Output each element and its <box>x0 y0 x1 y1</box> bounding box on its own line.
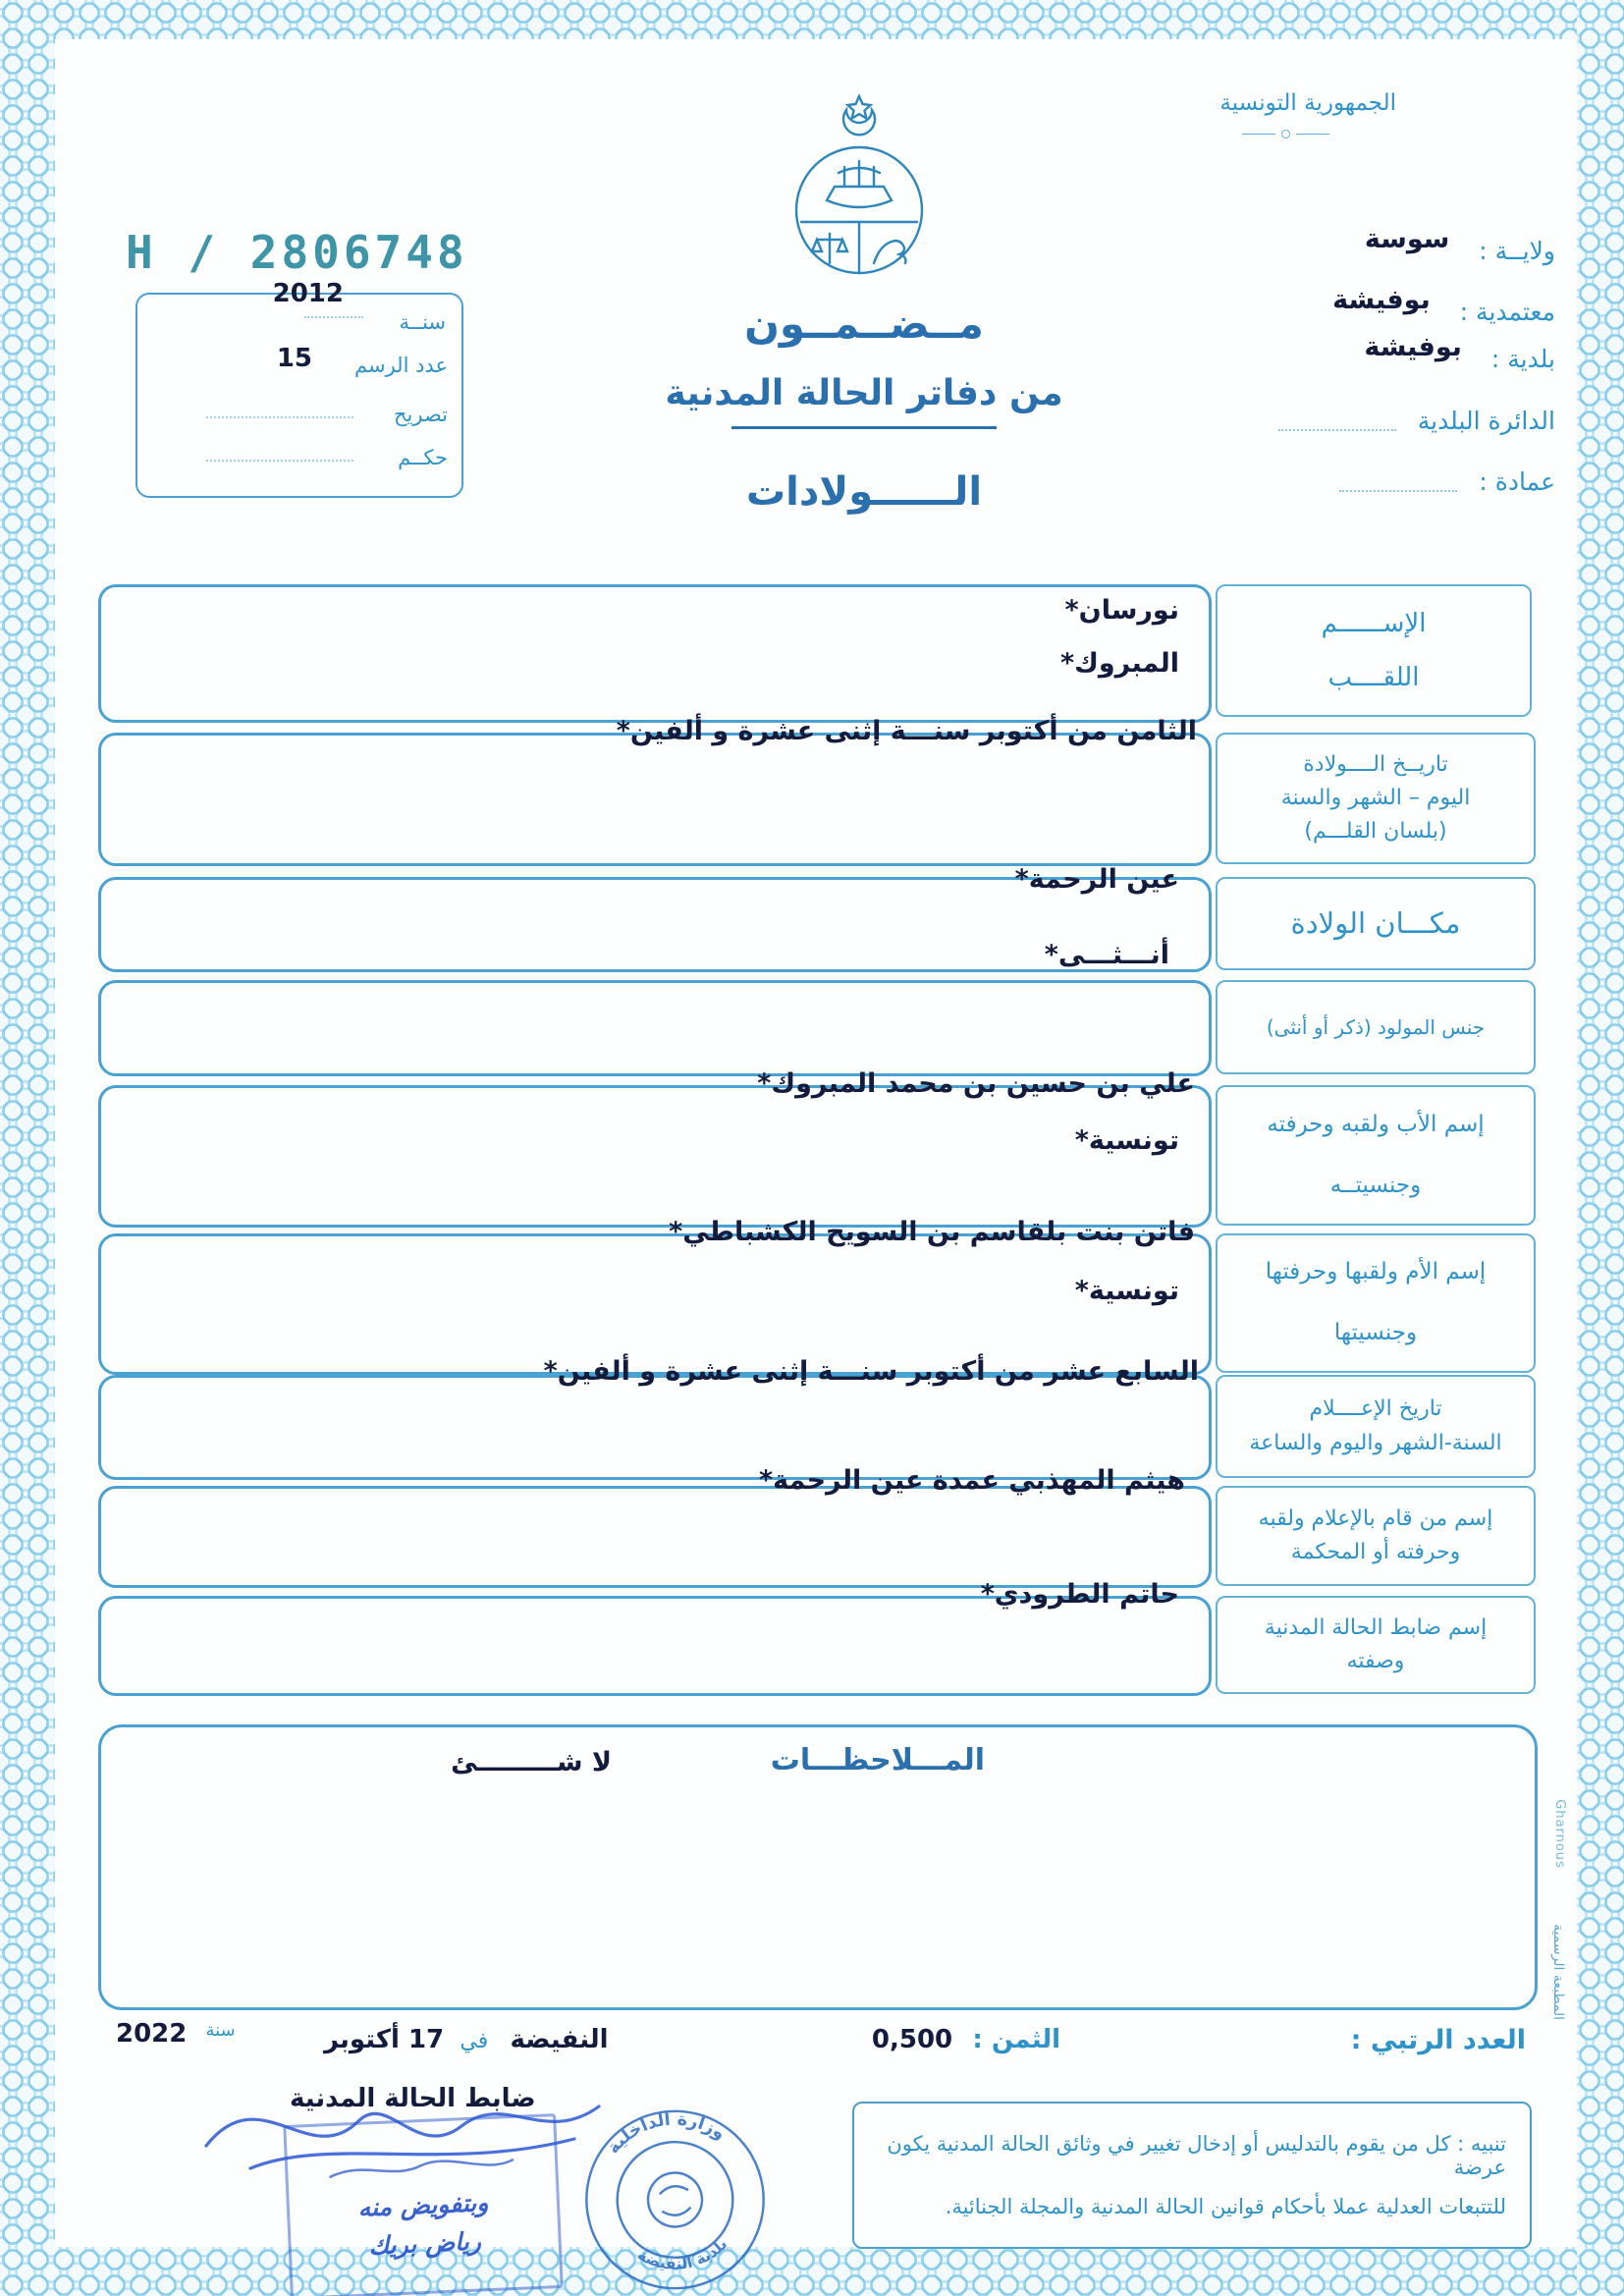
date-value: 17 أكتوبر <box>324 2025 445 2054</box>
year-label: سنة <box>205 2020 236 2041</box>
decorative-border-bottom <box>0 2247 1624 2296</box>
legal-notice-box <box>852 2102 1532 2249</box>
officer-value: حاتم الطرودي* <box>980 1579 1179 1610</box>
mother-nationality-value: تونسية* <box>1074 1276 1179 1306</box>
delegation-value: بوفيشة <box>1332 285 1431 315</box>
father-name-value: علي بن حسين بن محمد المبروك* <box>757 1068 1195 1099</box>
year-value: 2022 <box>116 2019 188 2049</box>
field-municipal-circle <box>1278 407 1555 435</box>
mother-nationality-label: وجنسيتها <box>1333 1320 1418 1345</box>
ref-num-value: 15 <box>276 344 312 373</box>
round-stamp-bottom-text: بلدية النفيضة <box>634 2234 731 2273</box>
notifier-sublabel: وحرفته أو المحكمة <box>1290 1540 1461 1564</box>
name-label-box <box>1216 584 1532 717</box>
place-date-field <box>324 2025 609 2054</box>
ref-num-label: عدد الرسم <box>354 354 448 377</box>
republic-heading: الجمهورية التونسية <box>1219 90 1396 116</box>
field-delegation <box>1325 285 1555 327</box>
field-municipality <box>1356 332 1555 374</box>
sex-label: جنس المولود (ذكر أو أنثى) <box>1266 1014 1486 1039</box>
price-label: الثمن : <box>972 2025 1060 2054</box>
surname-label: اللقــــب <box>1327 662 1420 692</box>
given-name-label: الإســــــم <box>1321 609 1427 638</box>
birth-place-label-box <box>1216 877 1536 970</box>
given-name-value: نورسان* <box>1064 595 1179 626</box>
svg-text:وزارة الداخلية <box>600 2102 731 2159</box>
price-value: 0,500 <box>871 2025 953 2054</box>
notifier-label: إسم من قام بالإعلام ولقبه <box>1258 1505 1493 1531</box>
republic-ornament <box>1242 130 1329 138</box>
price-field <box>872 2025 1060 2054</box>
officer-value-box <box>98 1579 1212 1696</box>
birth-place-label: مكـــان الولادة <box>1290 906 1461 941</box>
birth-place-value: عين الرحمة* <box>1014 864 1179 895</box>
birth-date-label-box <box>1216 733 1536 864</box>
field-omda <box>1339 467 1555 496</box>
notice-line1: تنبيه : كل من يقوم بالتدليس أو إدخال تغيير في وثائق الحالة المدنية يكون عرضة <box>887 2132 1506 2179</box>
ref-declaration-label: تصريح <box>393 403 448 426</box>
father-nationality-value: تونسية* <box>1074 1125 1179 1156</box>
birth-date-sublabel: اليوم – الشهر والسنة <box>1280 785 1471 810</box>
officer-signature-title: ضابط الحالة المدنية <box>290 2084 536 2113</box>
ref-year-label: سنــة <box>399 310 446 334</box>
notification-date-label: تاريخ الإعــــلام <box>1309 1396 1442 1422</box>
mother-label-box <box>1216 1233 1536 1373</box>
omda-label: عمادة : <box>1479 467 1555 496</box>
round-stamp-top-text: وزارة الداخلية <box>603 2109 730 2159</box>
notes-value: لا شـــــــــئ <box>451 1747 612 1777</box>
governorate-value: سوسة <box>1364 224 1450 254</box>
svg-text:بلدية النفيضة <box>632 2233 733 2279</box>
notification-date-sublabel: السنة-الشهر واليوم والساعة <box>1249 1430 1502 1455</box>
decorative-border-top <box>0 0 1624 39</box>
place-value: النفيضة <box>510 2025 609 2054</box>
birth-date-value: الثامن من أكتوبر سنـــة إثنى عشرة و ألفين* <box>616 716 1197 746</box>
birth-date-value-box <box>98 716 1212 866</box>
notifier-value: هيثم المهذبي عمدة عين الرحمة* <box>759 1465 1185 1496</box>
in-label: في <box>460 2029 489 2053</box>
notes-title: المـــلاحظـــات <box>770 1743 985 1777</box>
municipality-label: بلدية : <box>1490 345 1555 373</box>
officer-signature <box>191 2052 614 2200</box>
side-watermark: Gharnous <box>1552 1799 1568 1869</box>
father-value-box <box>98 1068 1212 1228</box>
father-label-box <box>1216 1085 1536 1226</box>
notifier-value-box <box>98 1465 1212 1588</box>
decorative-border-left <box>1577 0 1624 2296</box>
decorative-border-right <box>0 0 55 2296</box>
delegation-stamp-line2: رياض بريك <box>367 2226 482 2261</box>
notice-line2: للتتبعات العدلية عملا بأحكام قوانين الحالة المدنية والمجلة الجنائية. <box>945 2195 1506 2218</box>
ref-year-value: 2012 <box>272 279 344 308</box>
officer-sublabel: وصفته <box>1346 1649 1405 1673</box>
ref-ruling-label: حكــم <box>398 446 448 469</box>
sex-value-box <box>98 940 1212 1076</box>
notification-date-label-box <box>1216 1375 1536 1478</box>
father-nationality-label: وجنسيتــه <box>1329 1172 1422 1198</box>
field-governorate <box>1357 224 1555 266</box>
governorate-label: ولايــة : <box>1479 237 1555 265</box>
father-label: إسم الأب ولقبه وحرفته <box>1267 1111 1485 1137</box>
notes-box <box>98 1724 1538 2010</box>
mother-name-value: فاتن بنت بلقاسم بن السويح الكشباطي* <box>669 1217 1195 1247</box>
doc-title-line3: الــــــولادات <box>745 469 983 515</box>
doc-title-line2: من دفاتر الحالة المدنية <box>665 373 1063 413</box>
municipality-value: بوفيشة <box>1364 332 1462 362</box>
municipal-circle-label: الدائرة البلدية <box>1417 407 1555 435</box>
doc-title-line1: مــضــمــون <box>744 300 984 348</box>
year-field <box>116 2019 236 2049</box>
tunisia-coat-of-arms <box>776 84 943 289</box>
name-value-box <box>98 584 1212 723</box>
officer-label: إسم ضابط الحالة المدنية <box>1264 1614 1488 1640</box>
notifier-label-box <box>1216 1486 1536 1586</box>
title-underline <box>731 426 997 429</box>
delegation-stamp-line1: وبتفويض منه <box>356 2188 489 2222</box>
serial-number: H / 2806748 <box>126 226 468 279</box>
notification-date-value-box <box>98 1356 1212 1480</box>
surname-value: المبروك* <box>1060 648 1179 679</box>
birth-date-note: (بلسان القلـــم) <box>1304 819 1447 845</box>
ordinal-number-label: العدد الرتبي : <box>1350 2025 1526 2055</box>
birth-date-label: تاريــخ الــــولادة <box>1303 751 1448 777</box>
mother-value-box <box>98 1217 1212 1375</box>
officer-label-box <box>1216 1596 1536 1694</box>
reference-box <box>135 279 463 498</box>
delegation-label: معتمدية : <box>1459 298 1555 326</box>
mother-label: إسم الأم ولقبها وحرفتها <box>1265 1259 1487 1285</box>
official-press-side-text: المطبعة الرسمية <box>1549 1923 1566 2021</box>
sex-label-box <box>1216 980 1536 1074</box>
sex-value: أنـــثـــى* <box>1044 940 1169 970</box>
notification-date-value: السابع عشر من أكتوبر سنـــة إثنى عشرة و ألفين* <box>543 1356 1199 1387</box>
